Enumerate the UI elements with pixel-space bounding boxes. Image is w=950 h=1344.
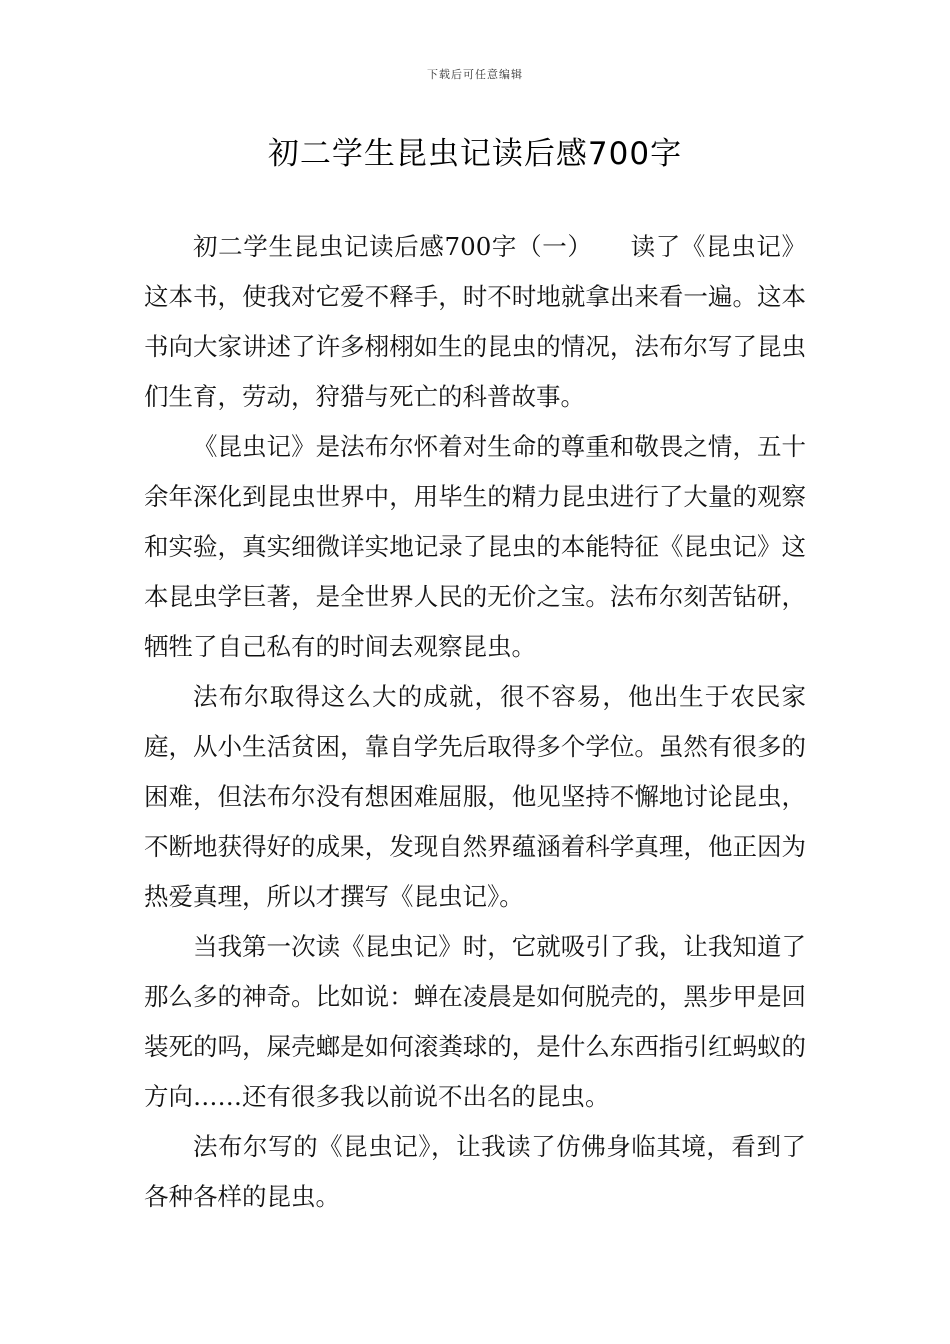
paragraph-4: 当我第一次读《昆虫记》时，它就吸引了我，让我知道了那么多的神奇。比如说：蝉在凌晨是如何脱壳的，黑步甲是回装死的吗，屎壳螂是如何滚粪球的，是什么东西指引红蚂蚁的方向……还有很多我以前说不出名的昆虫。 [144,932,806,1111]
page-title: 初二学生昆虫记读后感700字 [267,136,683,172]
paragraph-1: 初二学生昆虫记读后感700字（一） 读了《昆虫记》这本书，使我对它爱不释手，时不时地就拿出来看一遍。这本书向大家讲述了许多栩栩如生的昆虫的情况，法布尔写了昆虫们生育，劳动，狩猎与死亡的科普故事。 [144,232,806,411]
document-body [144,222,806,1222]
paragraph-2: 《昆虫记》是法布尔怀着对生命的尊重和敬畏之情，五十余年深化到昆虫世界中，用毕生的精力昆虫进行了大量的观察和实验，真实细微详实地记录了昆虫的本能特征《昆虫记》这本昆虫学巨著，是全世界人民的无价之宝。法布尔刻苦钻研，牺牲了自己私有的时间去观察昆虫。 [144,432,806,661]
paragraph-5: 法布尔写的《昆虫记》，让我读了仿佛身临其境，看到了各种各样的昆虫。 [144,1132,806,1211]
paragraph-3: 法布尔取得这么大的成就，很不容易，他出生于农民家庭，从小生活贫困，靠自学先后取得多个学位。虽然有很多的困难，但法布尔没有想困难屈服，他见坚持不懈地讨论昆虫，不断地获得好的成果，发现自然界蕴涵着科学真理，他正因为热爱真理，所以才撰写《昆虫记》。 [144,682,806,911]
header-note: 下载后可任意编辑 [427,68,523,81]
